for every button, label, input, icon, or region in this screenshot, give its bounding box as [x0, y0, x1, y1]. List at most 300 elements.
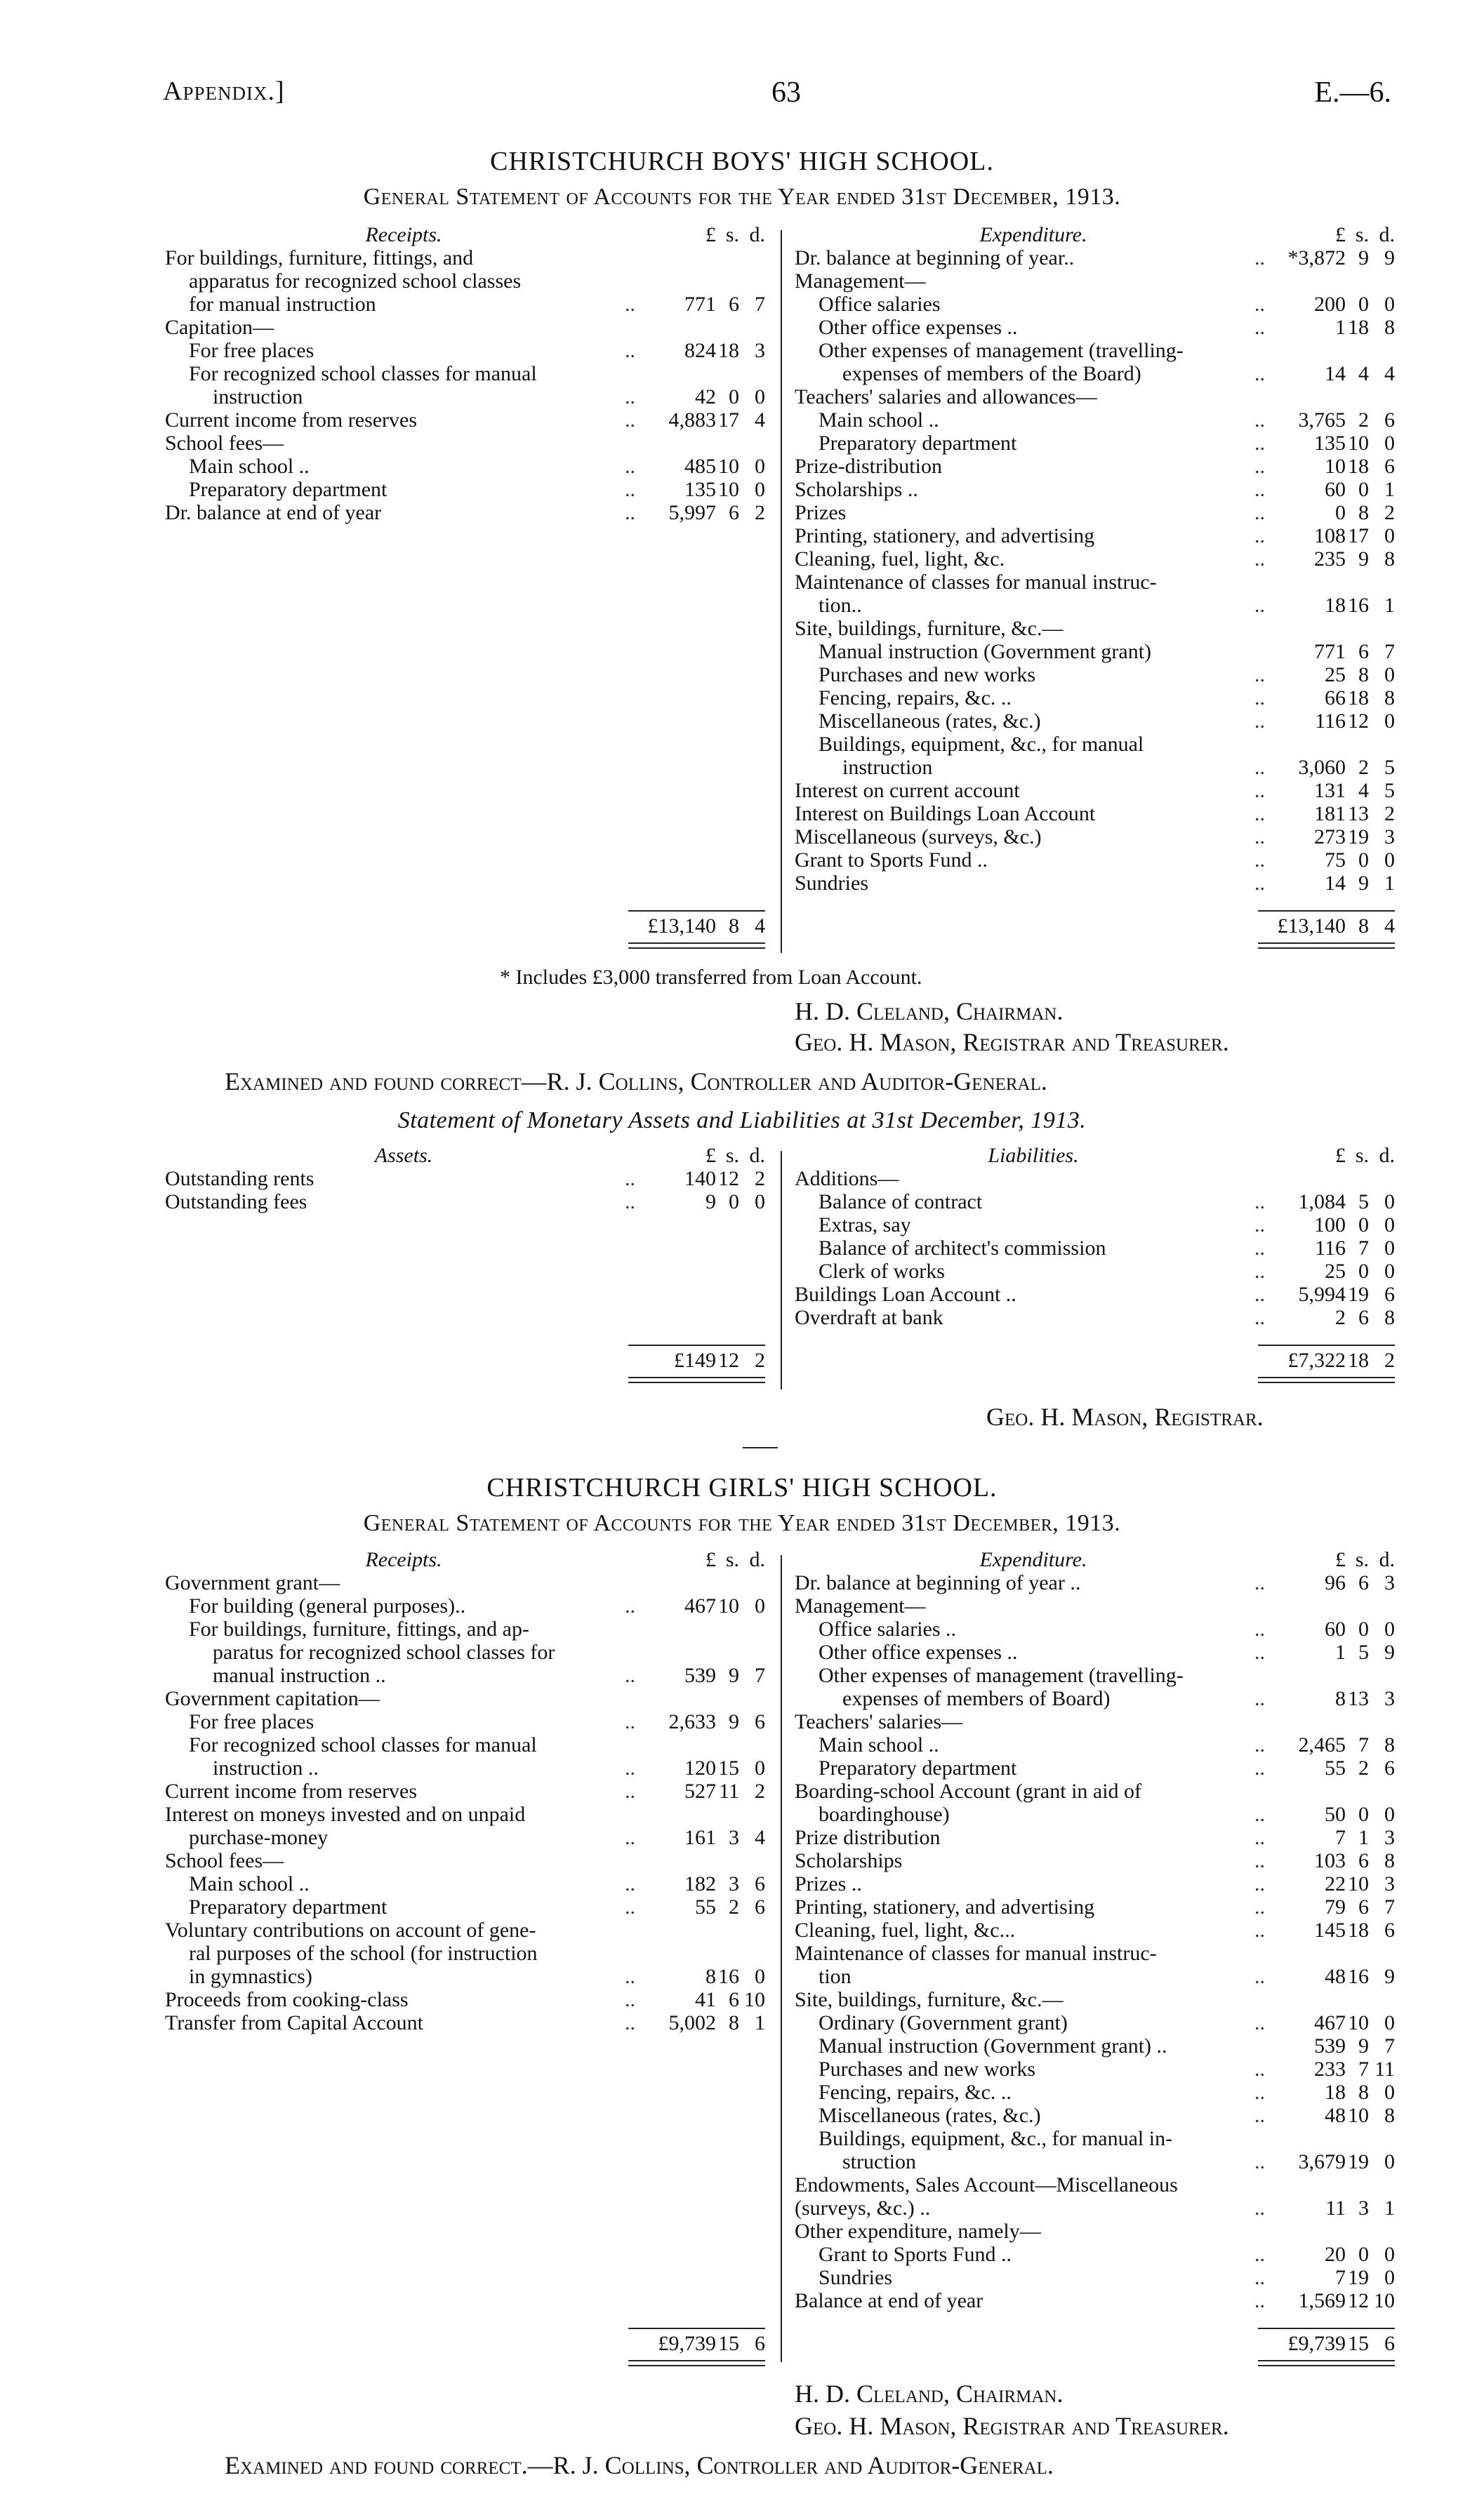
row-label: Management— — [795, 269, 926, 293]
boys-registrar-signature: Geo. H. Mason, Registrar and Treasurer. — [795, 1028, 1229, 1056]
total-pounds: £13,140 — [1277, 914, 1346, 938]
shillings-value: 6 — [1358, 1849, 1369, 1872]
pence-value: 1 — [1384, 872, 1395, 895]
pounds-heading: £ — [705, 1548, 716, 1571]
shillings-value: 8 — [1358, 501, 1369, 524]
row-label: instruction — [213, 385, 303, 408]
leader-dots: .. — [1254, 1236, 1265, 1260]
row-label: Balance of contract — [819, 1190, 983, 1213]
pence-value: 0 — [1384, 1190, 1395, 1213]
leader-dots: .. — [1254, 1190, 1265, 1213]
row-label: For building (general purposes).. — [189, 1594, 466, 1618]
row-label: Preparatory department — [819, 432, 1017, 455]
pence-value: 1 — [1384, 594, 1395, 617]
pence-value: 0 — [1384, 1213, 1395, 1236]
leader-dots: .. — [1254, 1872, 1265, 1895]
leader-dots: .. — [1254, 1641, 1265, 1664]
column-heading: Receipts. — [365, 223, 442, 246]
row-label: Office salaries — [819, 293, 941, 316]
shillings-value: 4 — [1358, 779, 1369, 802]
pounds-value: 3,765 — [1298, 408, 1346, 432]
row-label: For recognized school classes for manual — [189, 1733, 537, 1756]
total-rule-top — [628, 1345, 765, 1346]
leader-dots: .. — [1254, 1306, 1265, 1329]
girls-column-divider — [781, 1555, 782, 2362]
pence-value: 6 — [1384, 1919, 1395, 1942]
pence-value: 0 — [755, 1965, 765, 1988]
pounds-value: 8 — [705, 1965, 716, 1988]
leader-dots: .. — [1254, 848, 1265, 872]
row-label: Site, buildings, furniture, &c.— — [795, 1988, 1064, 2011]
pounds-value: 7 — [1335, 1826, 1346, 1849]
shillings-value: 6 — [729, 293, 739, 316]
pence-value: 9 — [1384, 1641, 1395, 1664]
pounds-value: 467 — [1314, 2011, 1346, 2034]
shillings-value: 0 — [1358, 478, 1369, 501]
pounds-value: 824 — [684, 339, 716, 362]
shillings-value: 0 — [1358, 293, 1369, 316]
shillings-value: 9 — [1358, 2034, 1369, 2058]
shillings-value: 10 — [1348, 1872, 1369, 1895]
pounds-heading: £ — [1335, 1548, 1346, 1571]
total-rule-bottom-double — [628, 1382, 765, 1383]
pounds-value: 108 — [1314, 524, 1346, 547]
total-rule-top — [1258, 2328, 1395, 2329]
girls-chairman-signature: H. D. Cleland, Chairman. — [795, 2380, 1064, 2408]
row-label: Prizes .. — [795, 1872, 862, 1895]
leader-dots: .. — [1254, 455, 1265, 478]
pounds-value: 96 — [1325, 1571, 1346, 1594]
shillings-value: 0 — [1358, 1803, 1369, 1826]
pence-value: 6 — [755, 1710, 765, 1733]
pence-value: 0 — [755, 1594, 765, 1618]
row-label: Outstanding rents — [165, 1167, 314, 1190]
pounds-value: 103 — [1314, 1849, 1346, 1872]
pence-value: 7 — [1384, 1895, 1395, 1919]
pence-value: 0 — [1384, 293, 1395, 316]
row-label: Government grant— — [165, 1571, 340, 1594]
pounds-value: 116 — [1315, 1236, 1346, 1260]
shillings-value: 2 — [1358, 1756, 1369, 1780]
pounds-value: 75 — [1325, 848, 1346, 872]
pence-value: 7 — [1384, 640, 1395, 663]
row-label: Manual instruction (Government grant) .. — [819, 2034, 1167, 2058]
row-label: Buildings Loan Account .. — [795, 1283, 1016, 1306]
shillings-value: 17 — [718, 408, 739, 432]
pence-value: 0 — [1384, 524, 1395, 547]
row-label: Clerk of works — [819, 1260, 945, 1283]
total-pounds: £9,739 — [1287, 2332, 1346, 2355]
pounds-value: 55 — [1325, 1756, 1346, 1780]
row-label: Transfer from Capital Account — [165, 2011, 423, 2034]
pounds-value: 18 — [1325, 2081, 1346, 2104]
leader-dots: .. — [1254, 2196, 1265, 2220]
pence-value: 0 — [1384, 1260, 1395, 1283]
shillings-value: 2 — [1358, 408, 1369, 432]
leader-dots: .. — [1254, 802, 1265, 825]
pence-value: 2 — [1384, 802, 1395, 825]
total-rule-bottom — [628, 1377, 765, 1378]
leader-dots: .. — [1254, 1965, 1265, 1988]
boys-chairman-signature: H. D. Cleland, Chairman. — [795, 997, 1064, 1025]
leader-dots: .. — [625, 1594, 635, 1618]
row-label: Maintenance of classes for manual instruc- — [795, 571, 1157, 594]
row-label: Overdraft at bank — [795, 1306, 943, 1329]
total-pounds: £9,739 — [658, 2332, 716, 2355]
leader-dots: .. — [1254, 1919, 1265, 1942]
pence-value: 1 — [755, 2011, 765, 2034]
total-rule-bottom-double — [1258, 2365, 1395, 2366]
pounds-value: 1 — [1335, 1641, 1346, 1664]
row-label: Dr. balance at beginning of year.. — [795, 246, 1075, 269]
row-label: School fees— — [165, 432, 284, 455]
pounds-value: 2,465 — [1298, 1733, 1346, 1756]
column-heading: Expenditure. — [979, 1548, 1087, 1571]
shillings-value: 16 — [1348, 1965, 1369, 1988]
row-label: Outstanding fees — [165, 1190, 307, 1213]
leader-dots: .. — [625, 1167, 635, 1190]
row-label: Interest on Buildings Loan Account — [795, 802, 1096, 825]
leader-dots: .. — [1254, 2289, 1265, 2312]
pounds-value: 14 — [1325, 872, 1346, 895]
section-divider — [743, 1447, 778, 1448]
row-label: Site, buildings, furniture, &c.— — [795, 617, 1064, 640]
shillings-value: 10 — [718, 478, 739, 501]
shillings-value: 6 — [1358, 1895, 1369, 1919]
shillings-value: 3 — [1358, 2196, 1369, 2220]
row-label: apparatus for recognized school classes — [189, 269, 522, 293]
shillings-value: 18 — [1348, 686, 1369, 709]
shillings-value: 2 — [1358, 756, 1369, 779]
total-rule-bottom-double — [628, 947, 765, 949]
column-heading: Liabilities. — [988, 1144, 1079, 1167]
leader-dots: .. — [625, 478, 635, 501]
pence-value: 0 — [755, 455, 765, 478]
pence-value: 6 — [1384, 1756, 1395, 1780]
pence-value: 0 — [755, 1756, 765, 1780]
pounds-value: 539 — [684, 1664, 716, 1687]
leader-dots: .. — [1254, 1571, 1265, 1594]
pounds-value: 116 — [1315, 709, 1346, 733]
row-label: Preparatory department — [189, 1895, 387, 1919]
row-label: instruction — [842, 756, 933, 779]
shillings-value: 7 — [1358, 2058, 1369, 2081]
shillings-heading: s. — [725, 1144, 739, 1167]
pounds-value: 25 — [1325, 1260, 1346, 1283]
pounds-value: 41 — [695, 1988, 716, 2011]
row-label: Cleaning, fuel, light, &c... — [795, 1919, 1016, 1942]
pence-value: 5 — [1384, 756, 1395, 779]
row-label: Other expenditure, namely— — [795, 2220, 1041, 2243]
shillings-value: 0 — [1358, 1618, 1369, 1641]
pounds-value: 467 — [684, 1594, 716, 1618]
pence-value: 3 — [1384, 1826, 1395, 1849]
row-label: Scholarships .. — [795, 478, 918, 501]
row-label: Main school .. — [819, 408, 939, 432]
total-shillings: 8 — [1358, 914, 1369, 938]
pence-value: 0 — [755, 478, 765, 501]
pence-value: 6 — [1384, 408, 1395, 432]
pounds-value: 120 — [684, 1756, 716, 1780]
pence-value: 1 — [1384, 478, 1395, 501]
leader-dots: .. — [625, 1780, 635, 1803]
shillings-value: 10 — [718, 1594, 739, 1618]
statement-column-divider — [781, 1151, 782, 1389]
pounds-value: 5,997 — [668, 501, 716, 524]
page-header-left: Appendix.] — [163, 76, 285, 106]
pounds-value: 50 — [1325, 1803, 1346, 1826]
shillings-value: 0 — [729, 1190, 739, 1213]
shillings-value: 11 — [719, 1780, 739, 1803]
row-label: For free places — [189, 1710, 314, 1733]
pence-value: 8 — [1384, 1306, 1395, 1329]
shillings-value: 12 — [718, 1167, 739, 1190]
pence-value: 8 — [1384, 1733, 1395, 1756]
shillings-value: 12 — [1348, 709, 1369, 733]
row-label: Printing, stationery, and advertising — [795, 1895, 1095, 1919]
pence-value: 1 — [1384, 2196, 1395, 2220]
row-label: Voluntary contributions on account of gene- — [165, 1919, 536, 1942]
total-shillings: 18 — [1348, 1349, 1369, 1372]
row-label: tion.. — [819, 594, 862, 617]
pounds-value: 3,679 — [1298, 2150, 1346, 2173]
leader-dots: .. — [1254, 1756, 1265, 1780]
total-shillings: 8 — [729, 914, 739, 938]
pence-value: 0 — [1384, 1236, 1395, 1260]
leader-dots: .. — [1254, 547, 1265, 571]
leader-dots: .. — [1254, 524, 1265, 547]
pence-value: 0 — [755, 385, 765, 408]
pence-value: 0 — [1384, 2081, 1395, 2104]
pounds-value: 2 — [1335, 1306, 1346, 1329]
shillings-value: 10 — [1348, 2104, 1369, 2127]
shillings-value: 6 — [1358, 1306, 1369, 1329]
row-label: Teachers' salaries and allowances— — [795, 385, 1097, 408]
pence-value: 10 — [1374, 2289, 1395, 2312]
row-label: Teachers' salaries— — [795, 1710, 963, 1733]
pence-value: 3 — [1384, 1687, 1395, 1710]
shillings-value: 19 — [1348, 1283, 1369, 1306]
row-label: Capitation— — [165, 316, 274, 339]
shillings-value: 18 — [1348, 455, 1369, 478]
shillings-value: 0 — [1358, 848, 1369, 872]
pounds-value: 539 — [1314, 2034, 1346, 2058]
boys-footnote: * Includes £3,000 transferred from Loan Account. — [500, 966, 922, 989]
pounds-value: 485 — [684, 455, 716, 478]
shillings-value: 13 — [1348, 1687, 1369, 1710]
pounds-value: 2,633 — [668, 1710, 716, 1733]
total-rule-bottom — [1258, 1377, 1395, 1378]
row-label: expenses of members of the Board) — [842, 362, 1141, 385]
row-label: For buildings, furniture, fittings, and — [165, 246, 474, 269]
pounds-value: 527 — [684, 1780, 716, 1803]
pounds-value: 145 — [1314, 1919, 1346, 1942]
row-label: Interest on current account — [795, 779, 1020, 802]
total-pounds: £13,140 — [647, 914, 716, 938]
row-label: Miscellaneous (surveys, &c.) — [795, 825, 1042, 848]
shillings-value: 4 — [1358, 362, 1369, 385]
pence-value: 0 — [1384, 663, 1395, 686]
leader-dots: .. — [1254, 1895, 1265, 1919]
leader-dots: .. — [625, 1664, 635, 1687]
row-label: Endowments, Sales Account—Miscellaneous — [795, 2173, 1178, 2196]
row-label: Government capitation— — [165, 1687, 380, 1710]
shillings-value: 7 — [1358, 1733, 1369, 1756]
pence-heading: d. — [1379, 1548, 1395, 1571]
shillings-heading: s. — [725, 223, 739, 246]
leader-dots: .. — [1254, 2150, 1265, 2173]
pence-value: 6 — [1384, 1283, 1395, 1306]
leader-dots: .. — [625, 1988, 635, 2011]
row-label: Office salaries .. — [819, 1618, 957, 1641]
row-label: Proceeds from cooking-class — [165, 1988, 409, 2011]
statement-title: Statement of Monetary Assets and Liabilities at 31st December, 1913. — [397, 1107, 1087, 1133]
pounds-value: 79 — [1325, 1895, 1346, 1919]
pounds-value: 140 — [684, 1167, 716, 1190]
total-rule-bottom — [628, 942, 765, 944]
pounds-value: 131 — [1314, 779, 1346, 802]
leader-dots: .. — [1254, 872, 1265, 895]
total-pounds: £7,322 — [1287, 1349, 1346, 1372]
pounds-value: 161 — [684, 1826, 716, 1849]
shillings-value: 6 — [729, 501, 739, 524]
total-shillings: 12 — [718, 1349, 739, 1372]
column-heading: Expenditure. — [979, 223, 1087, 246]
pence-value: 2 — [755, 1780, 765, 1803]
total-rule-bottom-double — [628, 2365, 765, 2366]
leader-dots: .. — [1254, 2243, 1265, 2266]
row-label: Preparatory department — [819, 1756, 1017, 1780]
pounds-heading: £ — [1335, 223, 1346, 246]
row-label: Sundries — [795, 872, 868, 895]
pence-value: 9 — [1384, 246, 1395, 269]
total-pounds: £149 — [674, 1349, 716, 1372]
pounds-heading: £ — [705, 1144, 716, 1167]
leader-dots: .. — [625, 339, 635, 362]
row-label: Buildings, equipment, &c., for manual — [819, 733, 1144, 756]
leader-dots: .. — [625, 1895, 635, 1919]
pence-value: 0 — [1384, 2011, 1395, 2034]
row-label: Scholarships — [795, 1849, 903, 1872]
row-label: struction — [842, 2150, 916, 2173]
leader-dots: .. — [625, 293, 635, 316]
row-label: Grant to Sports Fund .. — [819, 2243, 1012, 2266]
leader-dots: .. — [625, 385, 635, 408]
shillings-value: 18 — [1348, 316, 1369, 339]
shillings-value: 16 — [1348, 594, 1369, 617]
leader-dots: .. — [1254, 1733, 1265, 1756]
shillings-value: 18 — [1348, 1919, 1369, 1942]
pence-value: 0 — [1384, 848, 1395, 872]
pence-heading: d. — [749, 1144, 765, 1167]
row-label: Extras, say — [819, 1213, 911, 1236]
shillings-value: 9 — [1358, 246, 1369, 269]
pounds-value: 135 — [684, 478, 716, 501]
pounds-value: 22 — [1325, 1872, 1346, 1895]
row-label: paratus for recognized school classes for — [213, 1641, 555, 1664]
leader-dots: .. — [625, 1826, 635, 1849]
shillings-value: 13 — [1348, 802, 1369, 825]
pence-value: 4 — [755, 1826, 765, 1849]
total-rule-top — [1258, 1345, 1395, 1346]
total-shillings: 15 — [1348, 2332, 1369, 2355]
shillings-value: 9 — [729, 1664, 739, 1687]
row-label: Buildings, equipment, &c., for manual in- — [819, 2127, 1173, 2150]
pounds-value: 5,002 — [668, 2011, 716, 2034]
girls-subtitle: General Statement of Accounts for the Year ended 31st December, 1913. — [363, 1510, 1121, 1536]
row-label: Purchases and new works — [819, 2058, 1036, 2081]
row-label: Purchases and new works — [819, 663, 1036, 686]
row-label: in gymnastics) — [189, 1965, 312, 1988]
pounds-value: 1 — [1335, 316, 1346, 339]
leader-dots: .. — [625, 1190, 635, 1213]
pounds-value: 200 — [1314, 293, 1346, 316]
row-label: Management— — [795, 1594, 926, 1618]
pounds-value: 4,883 — [668, 408, 716, 432]
row-label: For recognized school classes for manual — [189, 362, 537, 385]
leader-dots: .. — [1254, 2011, 1265, 2034]
leader-dots: .. — [1254, 432, 1265, 455]
pounds-value: 1,569 — [1298, 2289, 1346, 2312]
row-label: Miscellaneous (rates, &c.) — [819, 709, 1041, 733]
leader-dots: .. — [625, 501, 635, 524]
leader-dots: .. — [1254, 362, 1265, 385]
leader-dots: .. — [1254, 686, 1265, 709]
row-label: Grant to Sports Fund .. — [795, 848, 988, 872]
leader-dots: .. — [1254, 408, 1265, 432]
pounds-value: 771 — [684, 293, 716, 316]
pence-value: 0 — [1384, 432, 1395, 455]
row-label: Boarding-school Account (grant in aid of — [795, 1780, 1142, 1803]
pence-value: 3 — [1384, 825, 1395, 848]
total-pence: 4 — [1384, 914, 1395, 938]
row-label: Prizes — [795, 501, 847, 524]
leader-dots: .. — [625, 408, 635, 432]
leader-dots: .. — [1254, 1260, 1265, 1283]
shillings-value: 0 — [1358, 2243, 1369, 2266]
shillings-value: 1 — [1358, 1826, 1369, 1849]
pounds-value: 48 — [1325, 1965, 1346, 1988]
pounds-value: 11 — [1325, 2196, 1346, 2220]
pence-value: 2 — [1384, 501, 1395, 524]
pence-value: 7 — [1384, 2034, 1395, 2058]
pence-value: 8 — [1384, 547, 1395, 571]
leader-dots: .. — [625, 455, 635, 478]
total-rule-bottom — [628, 2360, 765, 2361]
shillings-value: 3 — [729, 1826, 739, 1849]
total-rule-top — [628, 2328, 765, 2329]
row-label: for manual instruction — [189, 293, 376, 316]
shillings-value: 10 — [718, 455, 739, 478]
pounds-value: 135 — [1314, 432, 1346, 455]
row-label: School fees— — [165, 1849, 284, 1872]
row-label: Current income from reserves — [165, 408, 418, 432]
total-pence: 4 — [755, 914, 765, 938]
leader-dots: .. — [1254, 1826, 1265, 1849]
row-label: Sundries — [819, 2266, 892, 2289]
row-label: tion — [819, 1965, 852, 1988]
pence-value: 9 — [1384, 1965, 1395, 1988]
pence-value: 4 — [755, 408, 765, 432]
leader-dots: .. — [625, 2011, 635, 2034]
row-label: boardinghouse) — [819, 1803, 950, 1826]
row-label: Fencing, repairs, &c. .. — [819, 686, 1012, 709]
shillings-value: 2 — [729, 1895, 739, 1919]
row-label: Other expenses of management (travelling- — [819, 339, 1184, 362]
page-header-right: E.—6. — [1314, 76, 1391, 109]
shillings-value: 9 — [1358, 547, 1369, 571]
pence-value: 6 — [755, 1872, 765, 1895]
